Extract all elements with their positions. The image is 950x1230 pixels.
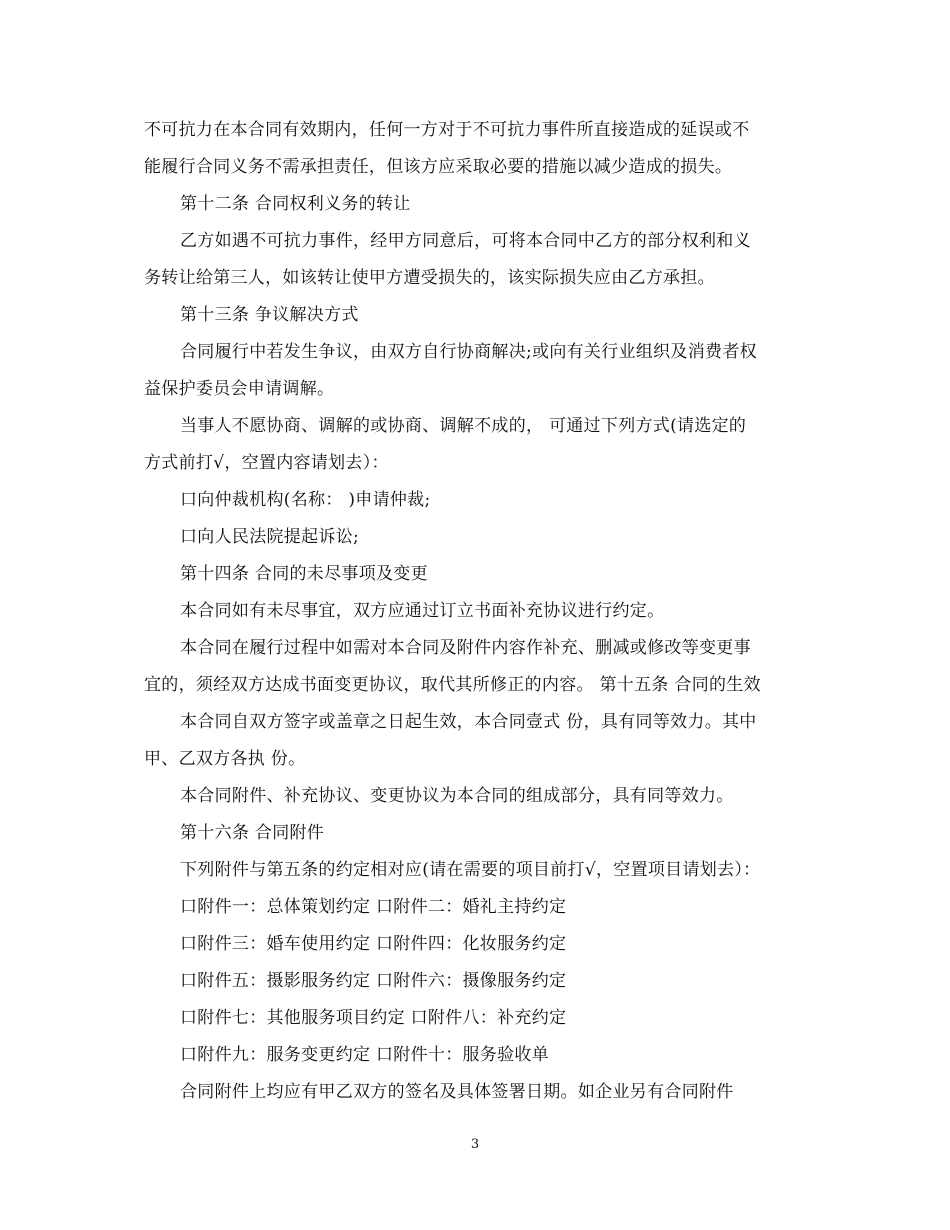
text-line: 乙方如遇不可抗力事件，经甲方同意后，可将本合同中乙方的部分权利和义 xyxy=(180,231,751,251)
text-line: 益保护委员会申请调解。 xyxy=(144,379,335,399)
text-line: 务转让给第三人，如该转让使甲方遭受损失的，该实际损失应由乙方承担。 xyxy=(144,268,715,288)
text-line: 不可抗力在本合同有效期内，任何一方对于不可抗力事件所直接造成的延误或不 xyxy=(144,120,750,140)
text-line: 第十六条 合同附件 xyxy=(180,823,325,843)
text-line: 宜的，须经双方达成书面变更协议，取代其所修正的内容。 第十五条 合同的生效 xyxy=(144,675,761,695)
text-line: 下列附件与第五条的约定相对应(请在需要的项目前打√，空置项目请划去）： xyxy=(180,860,761,880)
text-line: 当事人不愿协商、调解的或协商、调解不成的， 可通过下列方式(请选定的 xyxy=(180,416,747,436)
text-line: 第十二条 合同权利义务的转让 xyxy=(180,194,411,214)
text-line: 本合同如有未尽事宜，双方应通过订立书面补充协议进行约定。 xyxy=(180,601,665,621)
page-number: 3 xyxy=(470,1137,480,1152)
text-line: 口向仲裁机构(名称： )申请仲裁; xyxy=(180,490,431,510)
text-line: 口附件五：摄影服务约定 口附件六：摄像服务约定 xyxy=(180,971,567,991)
text-line: 口附件九：服务变更约定 口附件十：服务验收单 xyxy=(180,1045,550,1065)
text-line: 口附件三：婚车使用约定 口附件四：化妆服务约定 xyxy=(180,934,567,954)
text-line: 甲、乙双方各执 份。 xyxy=(144,749,306,769)
text-line: 口附件一：总体策划约定 口附件二：婚礼主持约定 xyxy=(180,897,567,917)
text-line: 能履行合同义务不需承担责任，但该方应采取必要的措施以减少造成的损失。 xyxy=(144,157,733,177)
text-line: 合同附件上均应有甲乙双方的签名及具体签署日期。如企业另有合同附件 xyxy=(180,1082,734,1102)
text-line: 方式前打√，空置内容请划去）： xyxy=(144,453,389,473)
document-body xyxy=(144,112,824,1111)
text-line: 第十四条 合同的未尽事项及变更 xyxy=(180,564,428,584)
text-line: 口附件七：其他服务项目约定 口附件八：补充约定 xyxy=(180,1008,567,1028)
text-line: 本合同附件、补充协议、变更协议为本合同的组成部分，具有同等效力。 xyxy=(180,786,734,806)
text-line: 第十三条 争议解决方式 xyxy=(180,305,359,325)
text-line: 合同履行中若发生争议，由双方自行协商解决;或向有关行业组织及消费者权 xyxy=(180,342,757,362)
text-line: 本合同自双方签字或盖章之日起生效，本合同壹式 份，具有同等效力。其中 xyxy=(180,712,757,732)
text-line: 本合同在履行过程中如需对本合同及附件内容作补充、删减或修改等变更事 xyxy=(180,638,751,658)
text-line: 口向人民法院提起诉讼; xyxy=(180,527,360,547)
